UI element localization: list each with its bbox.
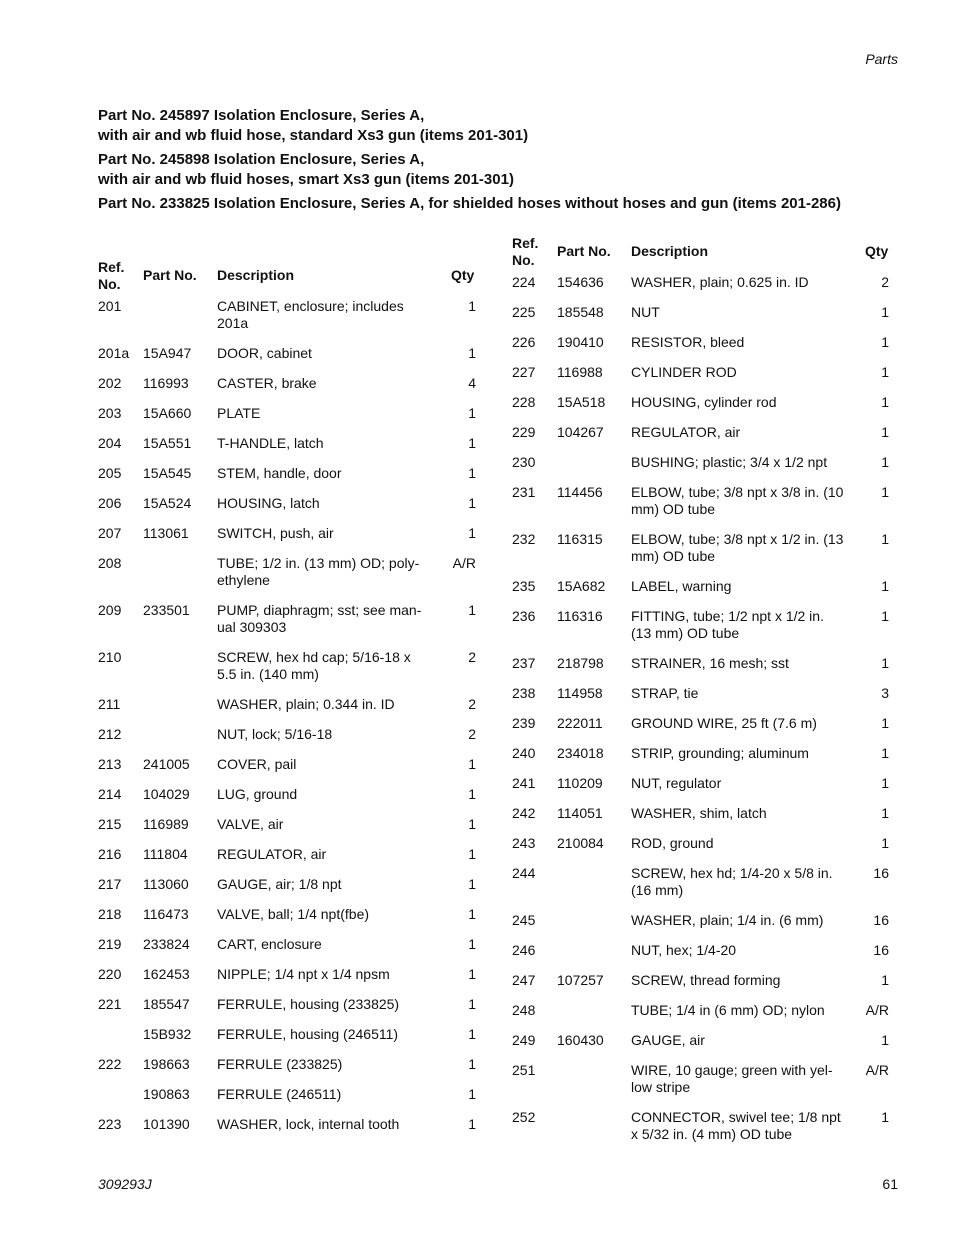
- part-cell: 15A518: [557, 394, 606, 410]
- table-row: [98, 465, 476, 495]
- part-cell: [143, 696, 217, 726]
- table-row: [512, 1002, 889, 1032]
- qty-cell: 1: [468, 996, 476, 1012]
- desc-cell: CONNECTOR, swivel tee; 1/8 npt x 5/32 in. (4 mm) OD tube: [631, 1109, 841, 1142]
- table-row: [512, 1032, 889, 1062]
- desc-cell: SWITCH, push, air: [217, 525, 334, 541]
- qty-cell: 1: [468, 1086, 476, 1102]
- ref-cell: 236: [512, 608, 536, 624]
- table-row: [512, 1062, 889, 1109]
- title-line-2: [98, 150, 898, 190]
- col-part: Part No.: [143, 267, 197, 283]
- table-row: [98, 846, 476, 876]
- part-cell: 15A551: [143, 435, 192, 451]
- qty-cell: 1: [881, 608, 889, 624]
- part-cell: 107257: [557, 972, 604, 988]
- table-row: [512, 972, 889, 1002]
- table-row: [512, 745, 889, 775]
- part-cell: 15A660: [143, 405, 192, 421]
- table-row: [98, 786, 476, 816]
- table-row: [98, 495, 476, 525]
- desc-cell: DOOR, cabinet: [217, 345, 312, 361]
- qty-cell: 4: [468, 375, 476, 391]
- qty-cell: 1: [881, 484, 889, 500]
- ref-cell: 211: [98, 696, 121, 712]
- qty-cell: 1: [468, 756, 476, 772]
- col-ref: Ref. No.: [98, 258, 125, 292]
- part-cell: 111804: [143, 846, 188, 862]
- desc-cell: RESISTOR, bleed: [631, 334, 745, 350]
- ref-cell: 204: [98, 435, 122, 451]
- desc-cell: WASHER, plain; 0.344 in. ID: [217, 696, 395, 712]
- desc-cell: STRIP, grounding; aluminum: [631, 745, 809, 761]
- desc-cell: STRAINER, 16 mesh; sst: [631, 655, 789, 671]
- table-row: [98, 405, 476, 435]
- ref-cell: 201: [98, 298, 122, 314]
- part-cell: 160430: [557, 1032, 604, 1048]
- qty-cell: 1: [468, 966, 476, 982]
- ref-cell: 230: [512, 454, 536, 470]
- qty-cell: 2: [881, 274, 889, 290]
- ref-cell: 207: [98, 525, 122, 541]
- part-cell: 113060: [143, 876, 189, 892]
- desc-cell: COVER, pail: [217, 756, 297, 772]
- part-cell: 116993: [143, 375, 189, 391]
- ref-cell: 252: [512, 1109, 536, 1125]
- qty-cell: 16: [873, 912, 889, 928]
- desc-cell: WASHER, plain; 0.625 in. ID: [631, 274, 809, 290]
- qty-cell: 1: [881, 972, 889, 988]
- ref-cell: 206: [98, 495, 122, 511]
- ref-cell: 221: [98, 996, 122, 1012]
- table-row: [512, 578, 889, 608]
- qty-cell: 2: [468, 696, 476, 712]
- part-cell: 218798: [557, 655, 604, 671]
- table-row: [512, 835, 889, 865]
- qty-cell: 1: [881, 715, 889, 731]
- ref-cell: 248: [512, 1002, 536, 1018]
- part-cell: 185548: [557, 304, 604, 320]
- ref-cell: 244: [512, 865, 536, 881]
- qty-cell: 1: [468, 525, 476, 541]
- table-row: [512, 334, 889, 364]
- section-label: Parts: [865, 51, 898, 67]
- desc-cell: REGULATOR, air: [631, 424, 741, 440]
- desc-cell: LABEL, warning: [631, 578, 732, 594]
- qty-cell: 3: [881, 685, 889, 701]
- ref-cell: 218: [98, 906, 122, 922]
- desc-cell: HOUSING, cylinder rod: [631, 394, 777, 410]
- ref-cell: 232: [512, 531, 536, 547]
- part-cell: 104029: [143, 786, 190, 802]
- qty-cell: 1: [468, 936, 476, 952]
- title-text: with air and wb fluid hoses, smart Xs3 gun (items 201-301): [98, 171, 514, 188]
- part-cell: 15A682: [557, 578, 606, 594]
- ref-cell: 213: [98, 756, 122, 772]
- ref-cell: 202: [98, 375, 122, 391]
- ref-cell: 240: [512, 745, 536, 761]
- qty-cell: 1: [468, 602, 476, 618]
- table-row: [98, 345, 476, 375]
- ref-cell: 203: [98, 405, 122, 421]
- desc-cell: VALVE, ball; 1/4 npt(fbe): [217, 906, 370, 922]
- table-row: [512, 805, 889, 835]
- desc-cell: CART, enclosure: [217, 936, 322, 952]
- qty-cell: 1: [468, 816, 476, 832]
- ref-cell: 224: [512, 274, 536, 290]
- table-row: [512, 274, 889, 304]
- ref-cell: 210: [98, 649, 122, 665]
- part-cell: [557, 1109, 631, 1156]
- part-cell: 210084: [557, 835, 604, 851]
- desc-cell: FERRULE, housing (246511): [217, 1026, 399, 1042]
- table-row: [512, 394, 889, 424]
- qty-cell: 1: [881, 835, 889, 851]
- part-cell: 114958: [557, 685, 603, 701]
- col-desc: Description: [631, 243, 709, 259]
- table-row: [512, 608, 889, 655]
- part-cell: 15A947: [143, 345, 192, 361]
- qty-cell: 1: [881, 1032, 889, 1048]
- qty-cell: 1: [881, 424, 889, 440]
- part-cell: 116316: [557, 608, 603, 624]
- part-cell: 233501: [143, 602, 190, 618]
- part-cell: 154636: [557, 274, 604, 290]
- qty-cell: 1: [468, 846, 476, 862]
- table-row: [98, 298, 476, 345]
- ref-cell: 235: [512, 578, 536, 594]
- ref-cell: 226: [512, 334, 536, 350]
- desc-cell: BUSHING; plastic; 3/4 x 1/2 npt: [631, 454, 828, 470]
- table-row: [512, 364, 889, 394]
- table-row: [98, 1026, 476, 1056]
- part-cell: [143, 298, 217, 345]
- ref-cell: 214: [98, 786, 122, 802]
- part-cell: [557, 1002, 631, 1032]
- ref-cell: 246: [512, 942, 536, 958]
- ref-cell: 222: [98, 1056, 122, 1072]
- desc-cell: T-HANDLE, latch: [217, 435, 324, 451]
- desc-cell: GROUND WIRE, 25 ft (7.6 m): [631, 715, 817, 731]
- qty-cell: A/R: [865, 1062, 889, 1078]
- qty-cell: 1: [881, 578, 889, 594]
- desc-cell: HOUSING, latch: [217, 495, 320, 511]
- qty-cell: 1: [468, 1056, 476, 1072]
- ref-cell: 229: [512, 424, 536, 440]
- table-row: [512, 912, 889, 942]
- desc-cell: NIPPLE; 1/4 npt x 1/4 npsm: [217, 966, 390, 982]
- ref-cell: 238: [512, 685, 536, 701]
- part-cell: 234018: [557, 745, 604, 761]
- table-row: [98, 876, 476, 906]
- table-row: [512, 685, 889, 715]
- desc-cell: NUT, regulator: [631, 775, 722, 791]
- part-cell: 190863: [143, 1086, 190, 1102]
- part-cell: 15A524: [143, 495, 192, 511]
- qty-cell: 1: [468, 1116, 476, 1132]
- ref-cell: 241: [512, 775, 536, 791]
- part-cell: 113061: [143, 525, 189, 541]
- desc-cell: STEM, handle, door: [217, 465, 342, 481]
- desc-cell: FERRULE (246511): [217, 1086, 342, 1102]
- table-row: [98, 602, 476, 649]
- part-cell: 190410: [557, 334, 604, 350]
- ref-cell: 242: [512, 805, 536, 821]
- table-row: [512, 484, 889, 531]
- ref-cell: 223: [98, 1116, 122, 1132]
- table-row: [512, 865, 889, 912]
- part-cell: [557, 942, 631, 972]
- table-row: [98, 1056, 476, 1086]
- title-line-3: Part No. 233825 Isolation Enclosure, Series A, for shielded hoses without hoses and gun (items 201-286): [98, 195, 841, 212]
- ref-cell: 205: [98, 465, 122, 481]
- desc-cell: ELBOW, tube; 3/8 npt x 3/8 in. (10 mm) OD tube: [631, 484, 844, 517]
- desc-cell: NUT, hex; 1/4-20: [631, 942, 737, 958]
- qty-cell: 1: [468, 435, 476, 451]
- desc-cell: WASHER, shim, latch: [631, 805, 767, 821]
- title-text: Part No. 245897 Isolation Enclosure, Series A,: [98, 107, 425, 124]
- page-number: 61: [882, 1176, 898, 1192]
- qty-cell: 1: [881, 454, 889, 470]
- ref-cell: 245: [512, 912, 536, 928]
- desc-cell: CASTER, brake: [217, 375, 317, 391]
- table-row: [512, 424, 889, 454]
- table-row: [512, 942, 889, 972]
- part-cell: 110209: [557, 775, 603, 791]
- part-cell: 222011: [557, 715, 603, 731]
- table-row: [98, 816, 476, 846]
- desc-cell: TUBE; 1/4 in (6 mm) OD; nylon: [631, 1002, 825, 1018]
- qty-cell: 1: [881, 364, 889, 380]
- ref-cell: 209: [98, 602, 122, 618]
- col-part: Part No.: [557, 243, 611, 259]
- desc-cell: PUMP, diaphragm; sst; see man-ual 309303: [217, 602, 422, 635]
- qty-cell: 2: [468, 649, 476, 665]
- table-row: [512, 454, 889, 484]
- qty-cell: 1: [881, 394, 889, 410]
- qty-cell: 1: [468, 1026, 476, 1042]
- ref-cell: 220: [98, 966, 122, 982]
- desc-cell: LUG, ground: [217, 786, 298, 802]
- qty-cell: 1: [881, 655, 889, 671]
- parts-table-right: [512, 229, 889, 1156]
- desc-cell: WASHER, plain; 1/4 in. (6 mm): [631, 912, 824, 928]
- ref-cell: 212: [98, 726, 122, 742]
- table-row: [98, 756, 476, 786]
- table-row: [98, 1116, 476, 1146]
- qty-cell: 2: [468, 726, 476, 742]
- desc-cell: NUT: [631, 304, 660, 320]
- ref-cell: 217: [98, 876, 122, 892]
- qty-cell: 1: [468, 465, 476, 481]
- ref-cell: 208: [98, 555, 122, 571]
- ref-cell: 216: [98, 846, 122, 862]
- qty-cell: 1: [468, 786, 476, 802]
- title-line-1: [98, 106, 898, 146]
- desc-cell: WASHER, lock, internal tooth: [217, 1116, 400, 1132]
- qty-cell: 16: [873, 942, 889, 958]
- ref-cell: [98, 1086, 143, 1116]
- qty-cell: 1: [881, 334, 889, 350]
- table-row: [98, 966, 476, 996]
- title-text: with air and wb fluid hose, standard Xs3 gun (items 201-301): [98, 127, 529, 144]
- part-cell: 116989: [143, 816, 189, 832]
- qty-cell: 1: [881, 775, 889, 791]
- desc-cell: NUT, lock; 5/16-18: [217, 726, 333, 742]
- qty-cell: 1: [468, 298, 476, 314]
- title-text: Part No. 245898 Isolation Enclosure, Series A,: [98, 151, 425, 168]
- part-cell: 15B932: [143, 1026, 192, 1042]
- desc-cell: SCREW, hex hd; 1/4-20 x 5/8 in. (16 mm): [631, 865, 833, 898]
- qty-cell: 1: [468, 906, 476, 922]
- table-row: [512, 304, 889, 334]
- table-row: [512, 1109, 889, 1156]
- part-cell: 116988: [557, 364, 603, 380]
- desc-cell: CYLINDER ROD: [631, 364, 737, 380]
- table-row: [98, 906, 476, 936]
- qty-cell: 1: [881, 531, 889, 547]
- table-row: [98, 649, 476, 696]
- qty-cell: 1: [881, 805, 889, 821]
- desc-cell: GAUGE, air: [631, 1032, 705, 1048]
- part-cell: [557, 912, 631, 942]
- qty-cell: 1: [468, 876, 476, 892]
- ref-cell: 228: [512, 394, 536, 410]
- table-row: [98, 435, 476, 465]
- part-cell: 233824: [143, 936, 190, 952]
- ref-cell: 251: [512, 1062, 536, 1078]
- ref-cell: 219: [98, 936, 122, 952]
- desc-cell: FERRULE, housing (233825): [217, 996, 400, 1012]
- qty-cell: A/R: [865, 1002, 889, 1018]
- part-cell: 162453: [143, 966, 190, 982]
- part-cell: 241005: [143, 756, 190, 772]
- part-cell: 198663: [143, 1056, 190, 1072]
- ref-cell: 201a: [98, 345, 130, 361]
- part-cell: 185547: [143, 996, 190, 1012]
- table-row: [98, 936, 476, 966]
- qty-cell: 1: [468, 405, 476, 421]
- table-row: [512, 531, 889, 578]
- table-row: [512, 655, 889, 685]
- part-cell: [143, 726, 217, 756]
- parts-table-left: [98, 253, 476, 1146]
- desc-cell: REGULATOR, air: [217, 846, 327, 862]
- desc-cell: ELBOW, tube; 3/8 npt x 1/2 in. (13 mm) OD tube: [631, 531, 844, 564]
- part-cell: [557, 865, 631, 912]
- qty-cell: 1: [881, 1109, 889, 1125]
- part-cell: [143, 649, 217, 696]
- desc-cell: PLATE: [217, 405, 261, 421]
- table-row: [98, 726, 476, 756]
- qty-cell: 1: [468, 345, 476, 361]
- part-cell: [557, 1062, 631, 1109]
- ref-cell: 243: [512, 835, 536, 851]
- ref-cell: 215: [98, 816, 122, 832]
- desc-cell: STRAP, tie: [631, 685, 699, 701]
- ref-cell: 231: [512, 484, 536, 500]
- desc-cell: FERRULE (233825): [217, 1056, 343, 1072]
- doc-number: 309293J: [98, 1176, 152, 1192]
- desc-cell: SCREW, hex hd cap; 5/16-18 x 5.5 in. (140 mm): [217, 649, 411, 682]
- table-row: [98, 375, 476, 405]
- qty-cell: 16: [873, 865, 889, 881]
- desc-cell: CABINET, enclosure; includes 201a: [217, 298, 404, 331]
- desc-cell: GAUGE, air; 1/8 npt: [217, 876, 342, 892]
- qty-cell: 1: [881, 304, 889, 320]
- title-block: [98, 106, 898, 218]
- ref-cell: [98, 1026, 143, 1056]
- col-ref: Ref. No.: [512, 234, 539, 268]
- part-cell: 114456: [557, 484, 603, 500]
- table-row: [512, 715, 889, 745]
- table-row: [98, 1086, 476, 1116]
- table-row: [98, 696, 476, 726]
- col-qty: Qty: [865, 243, 889, 259]
- col-qty: Qty: [451, 267, 475, 283]
- part-cell: 15A545: [143, 465, 192, 481]
- part-cell: 104267: [557, 424, 604, 440]
- desc-cell: WIRE, 10 gauge; green with yel-low stripe: [631, 1062, 833, 1095]
- qty-cell: A/R: [452, 555, 476, 571]
- ref-cell: 239: [512, 715, 536, 731]
- desc-cell: VALVE, air: [217, 816, 284, 832]
- part-cell: [557, 454, 631, 484]
- ref-cell: 237: [512, 655, 536, 671]
- ref-cell: 247: [512, 972, 536, 988]
- ref-cell: 249: [512, 1032, 536, 1048]
- desc-cell: TUBE; 1/2 in. (13 mm) OD; poly-ethylene: [217, 555, 420, 588]
- col-desc: Description: [217, 267, 295, 283]
- part-cell: 114051: [557, 805, 603, 821]
- desc-cell: SCREW, thread forming: [631, 972, 781, 988]
- part-cell: 116315: [557, 531, 603, 547]
- part-cell: 116473: [143, 906, 189, 922]
- qty-cell: 1: [468, 495, 476, 511]
- qty-cell: 1: [881, 745, 889, 761]
- table-row: [98, 555, 476, 602]
- table-row: [98, 996, 476, 1026]
- part-cell: [143, 555, 217, 602]
- desc-cell: FITTING, tube; 1/2 npt x 1/2 in. (13 mm) OD tube: [631, 608, 824, 641]
- desc-cell: ROD, ground: [631, 835, 714, 851]
- part-cell: 101390: [143, 1116, 190, 1132]
- ref-cell: 227: [512, 364, 536, 380]
- table-row: [512, 775, 889, 805]
- ref-cell: 225: [512, 304, 536, 320]
- table-row: [98, 525, 476, 555]
